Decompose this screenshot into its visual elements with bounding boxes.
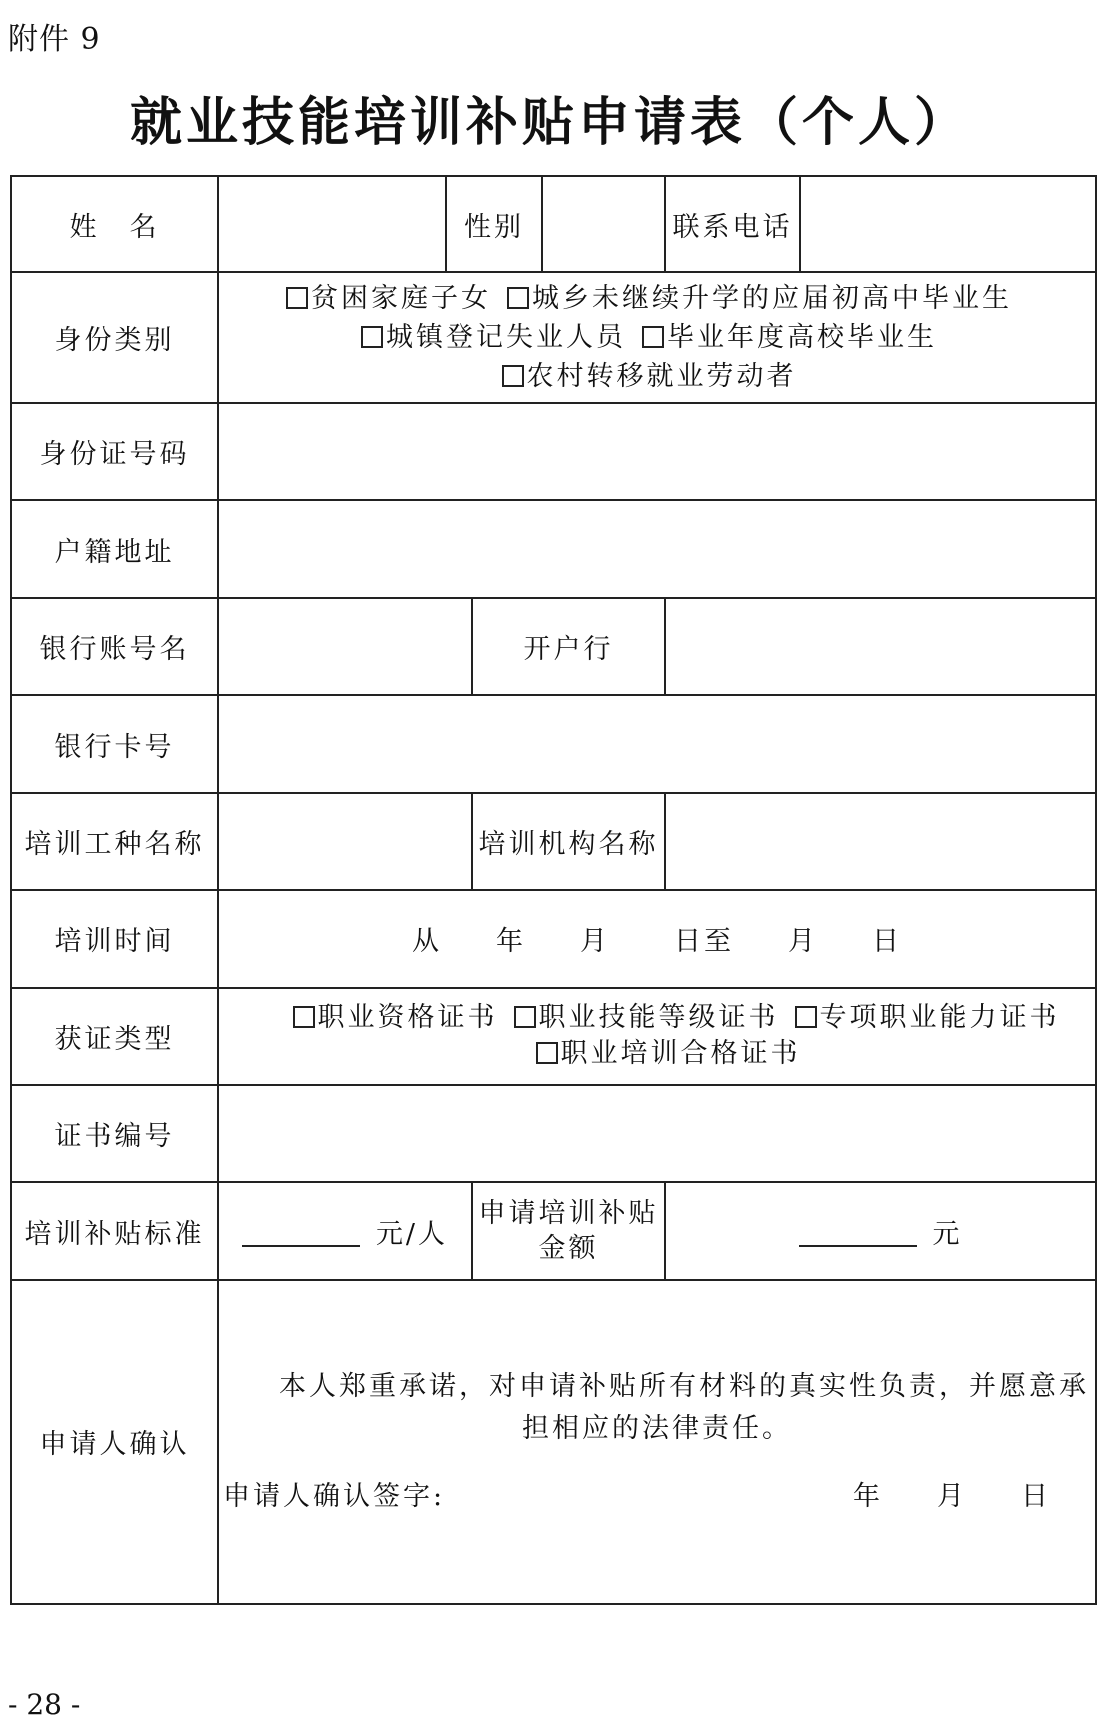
bank-account-name-label: 银行账号名 [11, 598, 218, 695]
identity-label: 身份类别 [11, 272, 218, 403]
bank-card-field[interactable] [218, 695, 1096, 792]
subsidy-standard-label: 培训补贴标准 [11, 1182, 218, 1279]
name-field[interactable] [218, 176, 446, 272]
form-title: 就业技能培训补贴申请表（个人） [129, 92, 970, 153]
blank-underline[interactable] [799, 1225, 917, 1247]
time-day-end: 日 [872, 926, 902, 958]
checkbox-icon[interactable] [286, 287, 308, 309]
row-certificate-type [11, 988, 1096, 1085]
time-month: 月 [580, 926, 610, 958]
checkbox-icon[interactable] [507, 287, 529, 309]
household-address-field[interactable] [218, 500, 1096, 597]
checkbox-icon[interactable] [514, 1006, 536, 1028]
certificate-option[interactable]: 职业培训合格证书 [536, 1036, 801, 1072]
household-address-label: 户籍地址 [11, 500, 218, 597]
certificate-option[interactable]: 职业技能等级证书 [514, 1000, 779, 1036]
checkbox-icon[interactable] [642, 326, 664, 348]
bank-branch-label: 开户行 [472, 598, 665, 695]
row-household-address [11, 500, 1096, 597]
sign-day: 日 [1021, 1480, 1051, 1512]
gender-field[interactable] [542, 176, 665, 272]
training-institution-label: 培训机构名称 [472, 793, 665, 890]
training-time-label: 培训时间 [11, 890, 218, 987]
row-identity [11, 272, 1096, 403]
name-label: 姓 名 [11, 176, 218, 272]
bank-card-label: 银行卡号 [11, 695, 218, 792]
row-training-time [11, 890, 1096, 987]
id-number-field[interactable] [218, 403, 1096, 500]
certificate-option[interactable]: 职业资格证书 [293, 1000, 498, 1036]
identity-option[interactable]: 农村转移就业劳动者 [502, 357, 797, 396]
sign-month: 月 [937, 1480, 967, 1512]
identity-option[interactable]: 毕业年度高校毕业生 [642, 318, 937, 357]
identity-option[interactable]: 城镇登记失业人员 [361, 318, 626, 357]
training-institution-field[interactable] [665, 793, 1096, 890]
phone-label: 联系电话 [665, 176, 800, 272]
checkbox-icon[interactable] [536, 1042, 558, 1064]
signature-row [223, 1476, 1091, 1518]
row-certificate-number [11, 1085, 1096, 1182]
apply-amount-field[interactable] [665, 1182, 1096, 1279]
time-day-to: 日至 [674, 926, 734, 958]
row-confirmation [11, 1280, 1096, 1604]
commitment-text: 本人郑重承诺，对申请补贴所有材料的真实性负责，并愿意承担相应的法律责任。 [279, 1371, 1089, 1444]
subsidy-standard-unit: 元/人 [375, 1218, 449, 1250]
application-form-table [10, 175, 1097, 1605]
signature-label[interactable]: 申请人确认签字: [223, 1480, 446, 1512]
bank-branch-field[interactable] [665, 598, 1096, 695]
identity-option[interactable]: 贫困家庭子女 [286, 279, 491, 318]
row-bank-card [11, 695, 1096, 792]
time-year: 年 [496, 926, 526, 958]
page-number: - 28 - [8, 1688, 81, 1721]
certificate-type-label: 获证类型 [11, 988, 218, 1085]
identity-options [218, 272, 1096, 403]
row-subsidy [11, 1182, 1096, 1279]
id-number-label: 身份证号码 [11, 403, 218, 500]
row-id-number [11, 403, 1096, 500]
attachment-label: 附件 9 [8, 22, 101, 57]
identity-option[interactable]: 城乡未继续升学的应届初高中毕业生 [507, 279, 1012, 318]
certificate-no-field[interactable] [218, 1085, 1096, 1182]
checkbox-icon[interactable] [795, 1006, 817, 1028]
confirm-label: 申请人确认 [11, 1280, 218, 1604]
row-name [11, 176, 1096, 272]
row-bank-account [11, 598, 1096, 695]
certificate-option[interactable]: 专项职业能力证书 [795, 1000, 1060, 1036]
certificate-no-label: 证书编号 [11, 1085, 218, 1182]
row-training-type [11, 793, 1096, 890]
time-month-end: 月 [788, 926, 818, 958]
subsidy-standard-field[interactable] [218, 1182, 472, 1279]
training-time-field[interactable] [218, 890, 1096, 987]
training-type-label: 培训工种名称 [11, 793, 218, 890]
apply-amount-unit: 元 [932, 1218, 963, 1250]
confirmation-body [218, 1280, 1096, 1604]
gender-label: 性别 [446, 176, 542, 272]
signature-date[interactable] [799, 1476, 1051, 1518]
blank-underline[interactable] [242, 1225, 360, 1247]
checkbox-icon[interactable] [502, 365, 524, 387]
certificate-options [218, 988, 1096, 1085]
checkbox-icon[interactable] [361, 326, 383, 348]
bank-account-name-field[interactable] [218, 598, 472, 695]
phone-field[interactable] [800, 176, 1096, 272]
checkbox-icon[interactable] [293, 1006, 315, 1028]
apply-amount-label: 申请培训补贴 金额 [472, 1182, 665, 1279]
training-type-field[interactable] [218, 793, 472, 890]
sign-year: 年 [853, 1480, 883, 1512]
time-from: 从 [412, 926, 442, 958]
